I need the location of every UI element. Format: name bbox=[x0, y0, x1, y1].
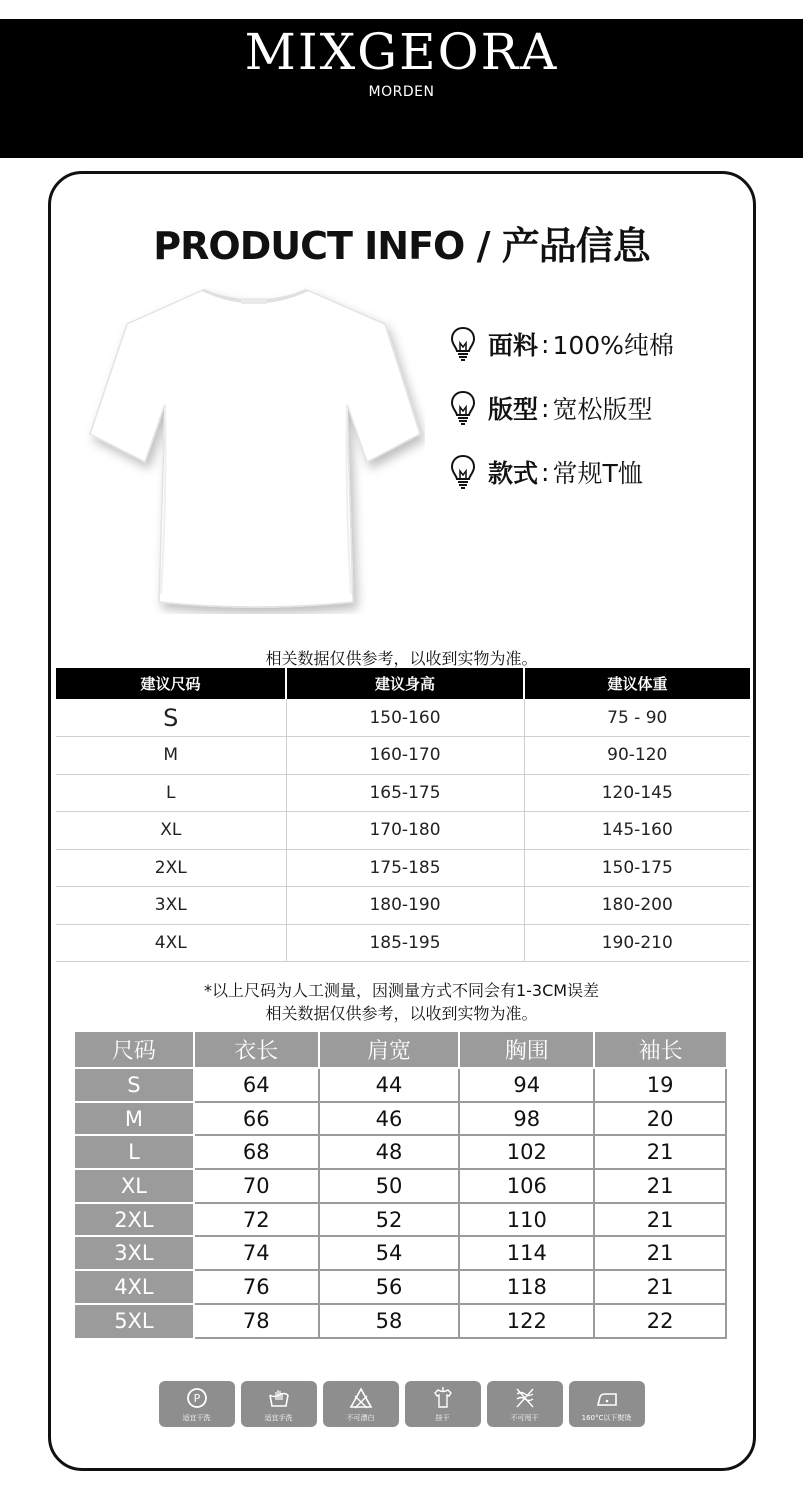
weight-cell: 145-160 bbox=[524, 812, 750, 850]
chest-cell: 98 bbox=[459, 1102, 594, 1136]
shoulder-cell: 48 bbox=[319, 1135, 460, 1169]
size-cell: 3XL bbox=[75, 1236, 194, 1270]
length-cell: 72 bbox=[194, 1203, 319, 1237]
weight-cell: 150-175 bbox=[524, 849, 750, 887]
size-cell: S bbox=[56, 699, 286, 737]
length-cell: 78 bbox=[194, 1304, 319, 1338]
shoulder-cell: 50 bbox=[319, 1169, 460, 1203]
spec-value: 宽松版型 bbox=[552, 395, 653, 424]
spec-label: 版型 bbox=[488, 395, 539, 424]
chest-cell: 102 bbox=[459, 1135, 594, 1169]
table-row bbox=[56, 887, 750, 925]
length-cell: 64 bbox=[194, 1068, 319, 1102]
table-row bbox=[75, 1203, 726, 1237]
size-cell: M bbox=[75, 1102, 194, 1136]
no-bleach-icon bbox=[349, 1386, 373, 1410]
spec-value: 常规T恤 bbox=[552, 459, 643, 488]
height-cell: 185-195 bbox=[286, 924, 524, 962]
shoulder-cell: 56 bbox=[319, 1270, 460, 1304]
table-row bbox=[56, 737, 750, 775]
hang-dry-icon bbox=[431, 1386, 455, 1410]
care-instructions bbox=[0, 1381, 803, 1427]
table-row bbox=[75, 1068, 726, 1102]
size-cell: 2XL bbox=[56, 849, 286, 887]
length-cell: 66 bbox=[194, 1102, 319, 1136]
shoulder-cell: 44 bbox=[319, 1068, 460, 1102]
spec-label: 面料 bbox=[488, 331, 539, 360]
measurement-table bbox=[75, 1032, 727, 1339]
size-cell: 4XL bbox=[56, 924, 286, 962]
dry-clean-icon bbox=[185, 1386, 209, 1410]
table-row bbox=[75, 1135, 726, 1169]
sleeve-cell: 21 bbox=[594, 1203, 726, 1237]
weight-cell: 75 - 90 bbox=[524, 699, 750, 737]
table-row bbox=[56, 774, 750, 812]
care-dry-clean: P 适宜干洗 bbox=[159, 1381, 235, 1427]
table-row bbox=[56, 699, 750, 737]
table-row bbox=[75, 1102, 726, 1136]
size-cell: XL bbox=[56, 812, 286, 850]
spec-style: 款式 : 常规T恤 bbox=[450, 452, 643, 492]
shoulder-cell: 58 bbox=[319, 1304, 460, 1338]
length-cell: 76 bbox=[194, 1270, 319, 1304]
length-cell: 70 bbox=[194, 1169, 319, 1203]
weight-cell: 180-200 bbox=[524, 887, 750, 925]
column-header: 建议尺码 bbox=[56, 668, 286, 699]
sleeve-cell: 21 bbox=[594, 1169, 726, 1203]
sleeve-cell: 21 bbox=[594, 1135, 726, 1169]
hand-wash-icon bbox=[267, 1386, 291, 1410]
measurement-note: *以上尺码为人工测量，因测量方式不同会有1-3CM误差 bbox=[203, 981, 600, 1000]
care-hang-dry: 挂干 bbox=[405, 1381, 481, 1427]
weight-cell: 90-120 bbox=[524, 737, 750, 775]
no-tumble-dry-icon bbox=[513, 1386, 537, 1410]
lightbulb-icon bbox=[450, 454, 476, 490]
weight-cell: 190-210 bbox=[524, 924, 750, 962]
size-cell: S bbox=[75, 1068, 194, 1102]
chest-cell: 106 bbox=[459, 1169, 594, 1203]
care-iron: 160°C以下熨烫 bbox=[569, 1381, 645, 1427]
chest-cell: 118 bbox=[459, 1270, 594, 1304]
weight-cell: 120-145 bbox=[524, 774, 750, 812]
iron-low-icon bbox=[595, 1386, 619, 1410]
size-guide-note: 相关数据仅供参考，以收到实物为准。 bbox=[265, 649, 538, 668]
table-row bbox=[56, 812, 750, 850]
care-no-bleach: 不可漂白 bbox=[323, 1381, 399, 1427]
column-header: 肩宽 bbox=[319, 1032, 460, 1068]
length-cell: 74 bbox=[194, 1236, 319, 1270]
size-cell: 4XL bbox=[75, 1270, 194, 1304]
chest-cell: 122 bbox=[459, 1304, 594, 1338]
sleeve-cell: 21 bbox=[594, 1270, 726, 1304]
column-header: 尺码 bbox=[75, 1032, 194, 1068]
table-row bbox=[75, 1236, 726, 1270]
brand-name: MIXGEORA bbox=[244, 23, 559, 81]
column-header: 胸围 bbox=[459, 1032, 594, 1068]
spec-label: 款式 bbox=[488, 459, 539, 488]
brand-subtitle: MORDEN bbox=[368, 84, 435, 100]
shoulder-cell: 52 bbox=[319, 1203, 460, 1237]
care-hand-wash: 适宜手洗 bbox=[241, 1381, 317, 1427]
size-guide-table bbox=[56, 668, 750, 962]
length-cell: 68 bbox=[194, 1135, 319, 1169]
page-title: PRODUCT INFO / 产品信息 bbox=[153, 224, 650, 268]
column-header: 建议体重 bbox=[524, 668, 750, 699]
size-cell: 3XL bbox=[56, 887, 286, 925]
tshirt-image bbox=[85, 284, 425, 614]
height-cell: 180-190 bbox=[286, 887, 524, 925]
measurement-note-secondary: 相关数据仅供参考，以收到实物为准。 bbox=[265, 1004, 538, 1023]
column-header: 袖长 bbox=[594, 1032, 726, 1068]
shoulder-cell: 54 bbox=[319, 1236, 460, 1270]
chest-cell: 110 bbox=[459, 1203, 594, 1237]
height-cell: 160-170 bbox=[286, 737, 524, 775]
sleeve-cell: 21 bbox=[594, 1236, 726, 1270]
spec-fabric: 面料 : 100%纯棉 bbox=[450, 324, 674, 364]
height-cell: 170-180 bbox=[286, 812, 524, 850]
sleeve-cell: 20 bbox=[594, 1102, 726, 1136]
column-header: 建议身高 bbox=[286, 668, 524, 699]
column-header: 衣长 bbox=[194, 1032, 319, 1068]
lightbulb-icon bbox=[450, 390, 476, 426]
height-cell: 165-175 bbox=[286, 774, 524, 812]
table-row bbox=[75, 1169, 726, 1203]
shoulder-cell: 46 bbox=[319, 1102, 460, 1136]
spec-value: 100%纯棉 bbox=[552, 331, 674, 360]
spec-fit: 版型 : 宽松版型 bbox=[450, 388, 652, 428]
height-cell: 175-185 bbox=[286, 849, 524, 887]
chest-cell: 114 bbox=[459, 1236, 594, 1270]
sleeve-cell: 19 bbox=[594, 1068, 726, 1102]
size-cell: M bbox=[56, 737, 286, 775]
size-cell: XL bbox=[75, 1169, 194, 1203]
svg-text:P: P bbox=[193, 1392, 200, 1405]
table-row bbox=[75, 1304, 726, 1338]
sleeve-cell: 22 bbox=[594, 1304, 726, 1338]
size-cell: L bbox=[75, 1135, 194, 1169]
care-no-tumble-dry: 不可甩干 bbox=[487, 1381, 563, 1427]
size-cell: 2XL bbox=[75, 1203, 194, 1237]
size-cell: 5XL bbox=[75, 1304, 194, 1338]
table-row bbox=[56, 924, 750, 962]
size-cell: L bbox=[56, 774, 286, 812]
table-row bbox=[56, 849, 750, 887]
chest-cell: 94 bbox=[459, 1068, 594, 1102]
lightbulb-icon bbox=[450, 326, 476, 362]
height-cell: 150-160 bbox=[286, 699, 524, 737]
table-row bbox=[75, 1270, 726, 1304]
